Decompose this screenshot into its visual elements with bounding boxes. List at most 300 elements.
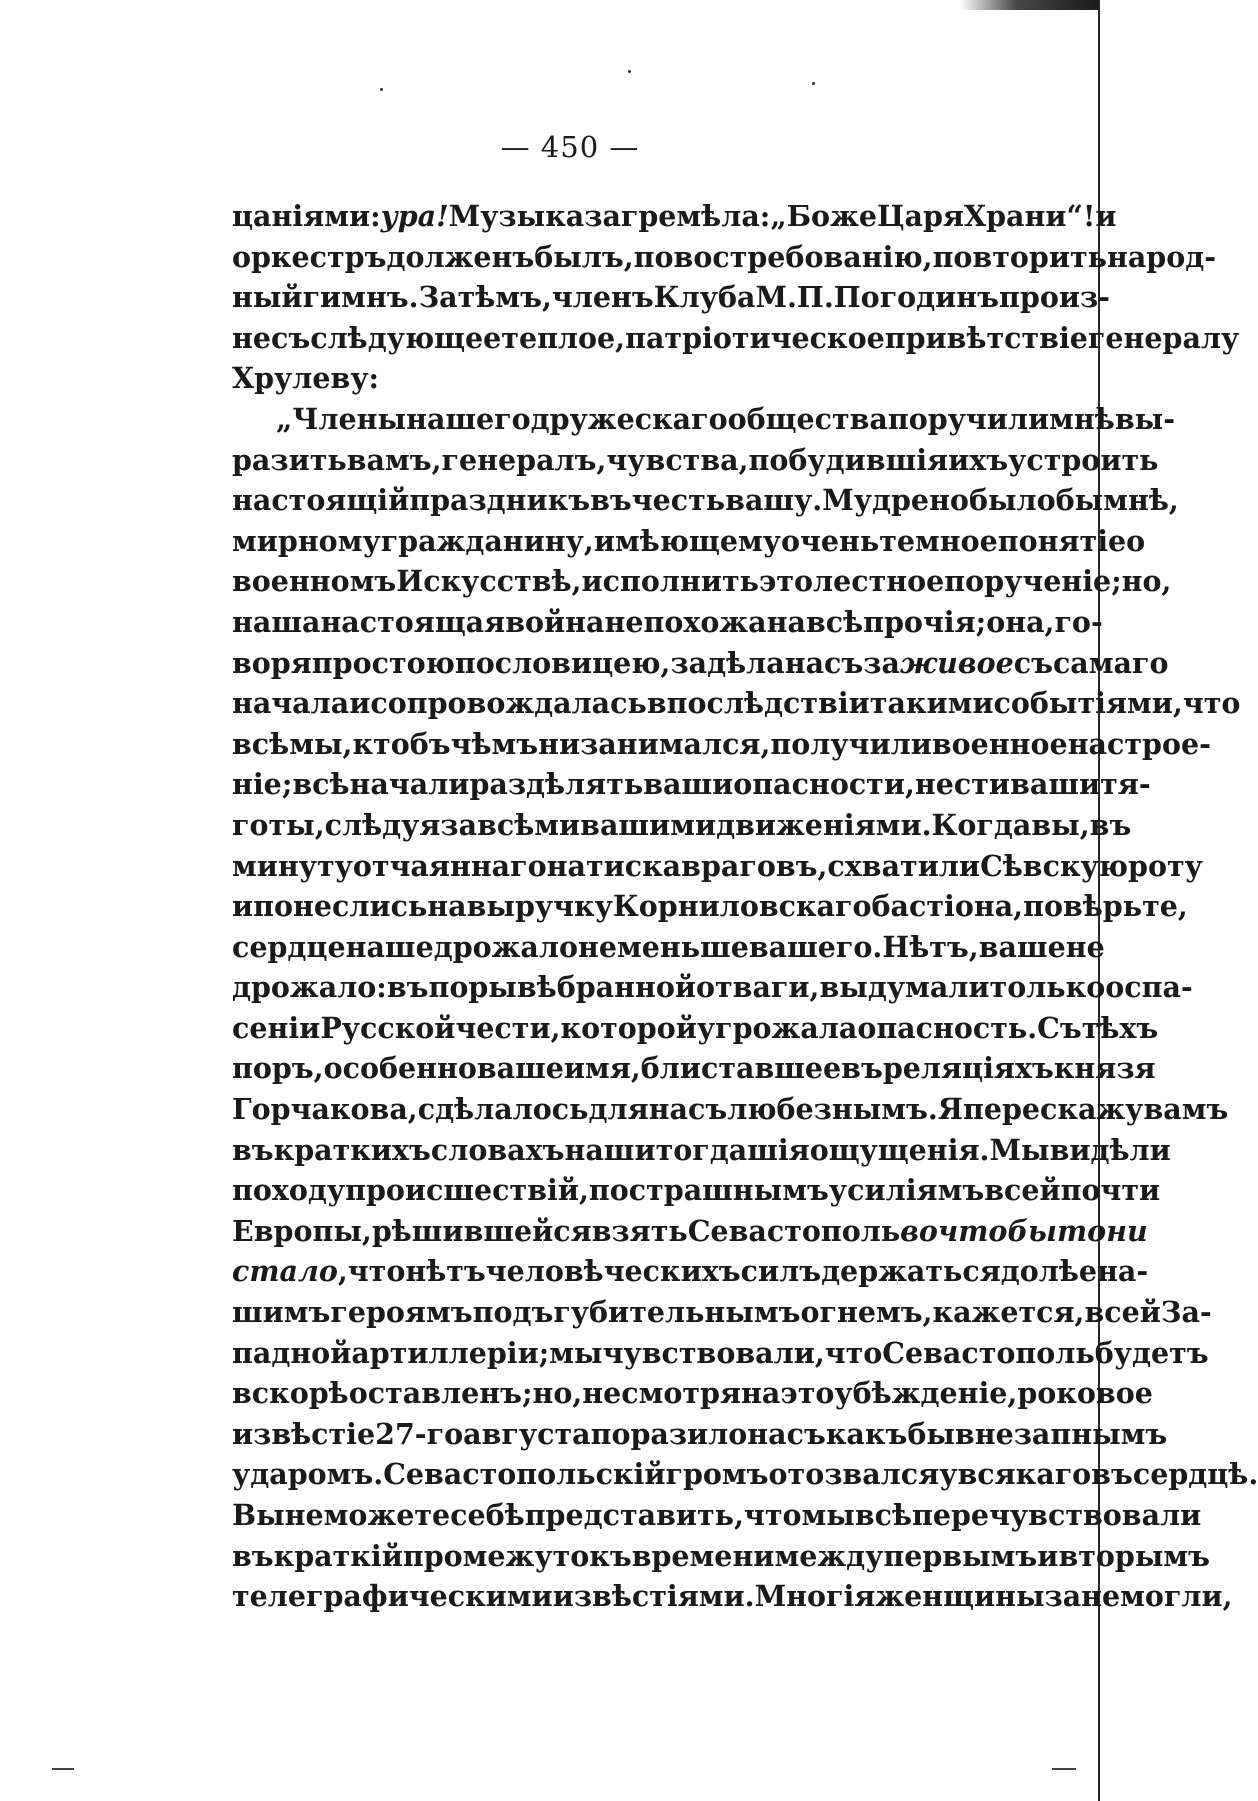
word <box>877 196 964 237</box>
body-text <box>232 196 1258 1617</box>
text: вашими <box>580 807 717 842</box>
word <box>1061 1170 1161 1211</box>
word <box>1183 683 1241 724</box>
text: минуту <box>232 848 353 883</box>
word <box>1106 1211 1148 1252</box>
word <box>647 683 870 724</box>
text-line <box>232 480 1179 521</box>
text: усилiямъ <box>828 1173 985 1208</box>
text: „Члены <box>276 401 407 436</box>
text: силъ <box>740 1254 822 1289</box>
word <box>387 967 429 1008</box>
text: роковое <box>1017 1376 1153 1411</box>
word <box>716 805 931 846</box>
text: сердцѣ. <box>1132 1457 1258 1492</box>
text: Сѣвскую <box>980 848 1129 883</box>
word <box>800 1292 932 1333</box>
text: долѣе <box>1000 1254 1098 1289</box>
text: всѣми <box>477 807 581 842</box>
text: что <box>1182 686 1241 721</box>
word <box>450 1495 525 1536</box>
word <box>353 846 547 887</box>
word <box>1037 1536 1058 1577</box>
word <box>403 1536 632 1577</box>
word <box>383 1454 665 1495</box>
text: перечувствовали <box>912 1498 1202 1532</box>
text: вы- <box>1114 401 1176 436</box>
text: исполнить <box>581 564 760 599</box>
word <box>963 1089 1143 1130</box>
text: ни <box>538 726 581 761</box>
text: съ <box>1013 645 1053 680</box>
word <box>932 805 1032 846</box>
word <box>1008 440 1158 481</box>
word <box>501 318 625 359</box>
word <box>590 480 632 521</box>
text: и <box>1095 199 1117 233</box>
word <box>505 602 604 643</box>
text: задѣла <box>670 645 785 680</box>
text: похожа <box>643 604 767 639</box>
text: поразило <box>590 1416 748 1451</box>
word <box>409 480 590 521</box>
word <box>964 196 1095 237</box>
word <box>232 318 310 359</box>
italic-text: то <box>1057 1213 1107 1248</box>
word <box>232 1495 285 1536</box>
text: праздникъ <box>409 483 591 518</box>
word <box>774 1536 883 1577</box>
word <box>755 277 796 318</box>
text: Мудрено <box>822 483 969 518</box>
text-line <box>232 318 1240 359</box>
word <box>549 1333 602 1374</box>
word <box>697 1008 857 1049</box>
word <box>885 318 1088 359</box>
word <box>232 846 353 887</box>
word <box>882 1333 1094 1374</box>
text-line <box>232 602 1103 643</box>
text: на- <box>1097 1254 1149 1289</box>
word <box>900 1211 938 1252</box>
text: За <box>418 280 458 315</box>
word <box>455 1008 560 1049</box>
text: падной <box>232 1335 352 1370</box>
text: происшествiй, <box>345 1173 589 1208</box>
text: За- <box>1160 1295 1212 1330</box>
text: впослѣдствiи <box>646 686 870 721</box>
word <box>1107 237 1216 278</box>
word <box>1023 886 1188 927</box>
word <box>932 724 1068 765</box>
word <box>232 886 253 927</box>
word <box>434 927 578 968</box>
text: но, <box>532 1376 583 1411</box>
word <box>1100 764 1151 805</box>
word <box>755 1576 876 1617</box>
text-line <box>232 967 1193 1008</box>
text: Царя <box>876 199 964 233</box>
text-line <box>232 196 1117 237</box>
word <box>1088 318 1239 359</box>
word <box>1126 521 1145 562</box>
text: патрiотическое <box>625 320 885 355</box>
word <box>1122 561 1172 602</box>
word <box>232 602 320 643</box>
word <box>584 196 770 237</box>
text: очень <box>780 523 880 558</box>
text: ваше <box>978 929 1066 964</box>
word <box>346 927 434 968</box>
text: насъ <box>648 1092 728 1127</box>
text-line <box>232 440 1159 481</box>
text-line <box>232 1414 1168 1455</box>
word <box>666 1454 769 1495</box>
text: мы <box>801 1498 855 1532</box>
text: и <box>232 889 254 924</box>
text: ихъ <box>948 442 1009 477</box>
text: только <box>989 970 1106 1005</box>
word <box>938 1211 1057 1252</box>
word <box>310 318 501 359</box>
text: Клуба <box>653 280 756 315</box>
word <box>285 1495 324 1536</box>
word <box>1133 1454 1258 1495</box>
word <box>582 561 759 602</box>
word <box>781 521 879 562</box>
text: вамъ, <box>346 442 442 477</box>
text: у <box>939 1457 958 1492</box>
word <box>770 724 931 765</box>
text: Корниловскаго <box>612 889 872 924</box>
text: на <box>427 889 467 924</box>
word <box>1014 643 1053 684</box>
text: вашего. <box>748 929 883 964</box>
word <box>1054 1048 1156 1089</box>
word <box>841 1048 883 1089</box>
word <box>825 1333 883 1374</box>
word <box>564 1048 641 1089</box>
text: въ <box>232 1132 274 1167</box>
word <box>232 196 381 237</box>
text: на <box>766 604 806 639</box>
word <box>580 724 770 765</box>
text: реляцiяхъ <box>882 1051 1054 1086</box>
word <box>1057 1211 1106 1252</box>
word <box>455 643 671 684</box>
text: сопровождалась <box>370 686 647 721</box>
text: въ <box>590 483 632 518</box>
word <box>819 967 867 1008</box>
text: Музыка <box>448 199 585 233</box>
word <box>1037 1008 1082 1049</box>
word <box>232 440 347 481</box>
text-line <box>232 1495 1202 1536</box>
text: огнемъ, <box>800 1295 933 1330</box>
word <box>883 1048 1054 1089</box>
text: что <box>743 1498 802 1532</box>
word <box>467 886 613 927</box>
text: въ <box>232 1538 274 1573</box>
text: тя- <box>1100 767 1151 802</box>
text: извѣстiе <box>232 1416 376 1451</box>
word <box>232 1454 383 1495</box>
word <box>826 1414 908 1455</box>
text-line <box>232 399 1176 440</box>
word <box>944 561 1121 602</box>
word <box>870 683 994 724</box>
text: въ <box>386 970 429 1005</box>
text: всѣ <box>232 726 290 761</box>
word <box>1097 1251 1148 1292</box>
word <box>477 1048 564 1089</box>
text-line <box>232 724 1211 765</box>
word <box>289 724 352 765</box>
text: какъ <box>825 1416 908 1451</box>
text: что <box>347 1254 406 1289</box>
text: тѣмъ, <box>457 280 552 315</box>
word <box>875 1576 1044 1617</box>
word <box>531 399 728 440</box>
word <box>1066 927 1105 968</box>
word <box>381 521 594 562</box>
text: князя <box>1053 1051 1156 1086</box>
word <box>625 318 885 359</box>
text: бастiона, <box>871 889 1024 924</box>
word <box>1068 724 1211 765</box>
text: всѣ <box>854 1498 913 1532</box>
text: перескажу <box>962 1092 1144 1127</box>
word <box>381 196 449 237</box>
word <box>632 480 725 521</box>
text: общества <box>727 401 888 436</box>
text: блиставшее <box>640 1051 842 1086</box>
word <box>347 440 442 481</box>
word <box>232 1130 274 1171</box>
text: долженъ <box>386 239 535 274</box>
word <box>232 805 325 846</box>
text: ощущенiя. <box>809 1132 990 1167</box>
text-line <box>232 277 1110 318</box>
word <box>670 643 784 684</box>
word <box>419 277 458 318</box>
text: по <box>588 1173 629 1208</box>
text: особенно <box>323 1051 477 1086</box>
text: это <box>759 564 814 599</box>
text-line <box>232 1211 1148 1252</box>
text: это <box>780 1376 835 1411</box>
word <box>907 1414 955 1455</box>
word <box>813 561 944 602</box>
text: вы, <box>1031 807 1090 842</box>
text: артиллерiи; <box>351 1335 550 1370</box>
word <box>449 196 585 237</box>
text: нѣтъ <box>405 1254 486 1289</box>
text: выручку <box>466 889 613 924</box>
text: отваги, <box>695 970 820 1005</box>
word <box>888 399 1049 440</box>
text: наша <box>232 604 321 639</box>
text: страшнымъ <box>628 1173 829 1208</box>
word <box>643 764 733 805</box>
text: настоящая <box>320 604 506 639</box>
text: имя, <box>563 1051 641 1086</box>
text: мирному <box>232 523 381 558</box>
text: которой <box>560 1010 697 1045</box>
word <box>469 764 643 805</box>
word <box>1090 805 1132 846</box>
word <box>348 1251 406 1292</box>
word <box>855 1495 912 1536</box>
text: и <box>1037 1538 1059 1573</box>
text: сердце <box>232 929 346 964</box>
scan-mark <box>1052 1768 1076 1770</box>
word <box>580 805 716 846</box>
text: чувства, <box>606 442 749 477</box>
text: Европы, <box>232 1213 372 1248</box>
word <box>553 1292 800 1333</box>
text: не <box>582 1376 622 1411</box>
word <box>801 1495 854 1536</box>
word <box>232 277 303 318</box>
text: движенiями. <box>716 807 932 842</box>
word <box>372 1211 592 1252</box>
text-line <box>232 1130 1171 1171</box>
text: устроить <box>1008 442 1159 477</box>
word <box>232 1536 274 1577</box>
text-line <box>232 846 1203 887</box>
text: о <box>1126 523 1146 558</box>
text: побудившiя <box>748 442 949 477</box>
text-line <box>232 1048 1156 1089</box>
text: сенiи <box>232 1010 321 1045</box>
text: Хрулеву: <box>232 361 380 396</box>
word <box>1143 1089 1228 1130</box>
word <box>948 440 1008 481</box>
text: рѣшившейся <box>371 1213 592 1248</box>
text: генералъ, <box>441 442 607 477</box>
word <box>797 277 834 318</box>
text: вамъ <box>1143 1092 1229 1127</box>
word <box>1095 196 1116 237</box>
word <box>1054 602 1102 643</box>
text: тогдашiя <box>655 1132 810 1167</box>
text: членъ <box>551 280 654 315</box>
text: военное <box>931 726 1068 761</box>
text: Я <box>937 1092 963 1127</box>
word <box>1010 764 1100 805</box>
text: губительнымъ <box>553 1295 801 1330</box>
text: занимался, <box>580 726 771 761</box>
word <box>744 1495 802 1536</box>
word <box>232 643 312 684</box>
word <box>1105 967 1124 1008</box>
text: видѣли <box>1049 1132 1171 1167</box>
word <box>232 1373 349 1414</box>
word <box>320 602 505 643</box>
text: почти <box>1060 1173 1161 1208</box>
word <box>1017 1373 1152 1414</box>
text: первымъ <box>883 1538 1038 1573</box>
text: произ- <box>999 280 1110 315</box>
text: спа- <box>1124 970 1193 1005</box>
text-line <box>232 1251 1149 1292</box>
word <box>325 805 441 846</box>
scan-speck <box>380 88 383 91</box>
text: на <box>741 1376 781 1411</box>
text: раздѣлять <box>469 767 644 802</box>
text: опасности, <box>733 767 915 802</box>
scan-mark <box>52 1768 74 1770</box>
word <box>370 683 646 724</box>
word <box>727 1089 938 1130</box>
text: оркестръ <box>232 239 387 274</box>
text: представить, <box>524 1498 744 1532</box>
word <box>629 1170 829 1211</box>
word <box>632 1536 775 1577</box>
text: военномъ <box>232 564 397 599</box>
text-line <box>232 237 1217 278</box>
text: но, <box>1121 564 1172 599</box>
word <box>232 480 409 521</box>
word <box>688 1211 900 1252</box>
word <box>451 724 539 765</box>
text: за <box>440 807 478 842</box>
word <box>418 1089 589 1130</box>
text: вскорѣ <box>232 1376 349 1411</box>
text: настрое- <box>1067 726 1211 761</box>
text: ударомъ. <box>232 1457 384 1492</box>
word <box>578 927 617 968</box>
word <box>303 277 419 318</box>
word <box>979 927 1066 968</box>
text: былъ, <box>534 239 634 274</box>
word <box>232 237 386 278</box>
word <box>827 846 980 887</box>
italic-text: во <box>900 1213 938 1248</box>
text: всѣ <box>805 604 864 639</box>
text: событiями, <box>993 686 1183 721</box>
word <box>320 1008 455 1049</box>
text: поручили <box>887 401 1050 436</box>
word <box>232 358 379 399</box>
text: нашего <box>406 401 531 436</box>
text: подъ <box>472 1295 554 1330</box>
text: мнѣ, <box>1103 483 1179 518</box>
word <box>352 724 450 765</box>
text-line <box>232 1576 1233 1617</box>
text: повѣрьте, <box>1023 889 1188 924</box>
text: оставленъ; <box>348 1376 533 1411</box>
word <box>656 1130 810 1171</box>
text: думали <box>867 970 990 1005</box>
word <box>324 1495 450 1536</box>
word <box>1050 1130 1171 1171</box>
text: тѣхъ <box>1081 1010 1159 1045</box>
word <box>1161 1292 1212 1333</box>
text: не <box>1065 929 1105 964</box>
word <box>939 1454 957 1495</box>
word <box>1031 805 1089 846</box>
word <box>532 1373 582 1414</box>
word <box>634 237 674 278</box>
text: нести <box>914 767 1011 802</box>
word <box>617 927 749 968</box>
word <box>350 764 470 805</box>
word <box>589 1170 629 1211</box>
text-line <box>232 1292 1212 1333</box>
text: словахъ <box>430 1132 565 1167</box>
